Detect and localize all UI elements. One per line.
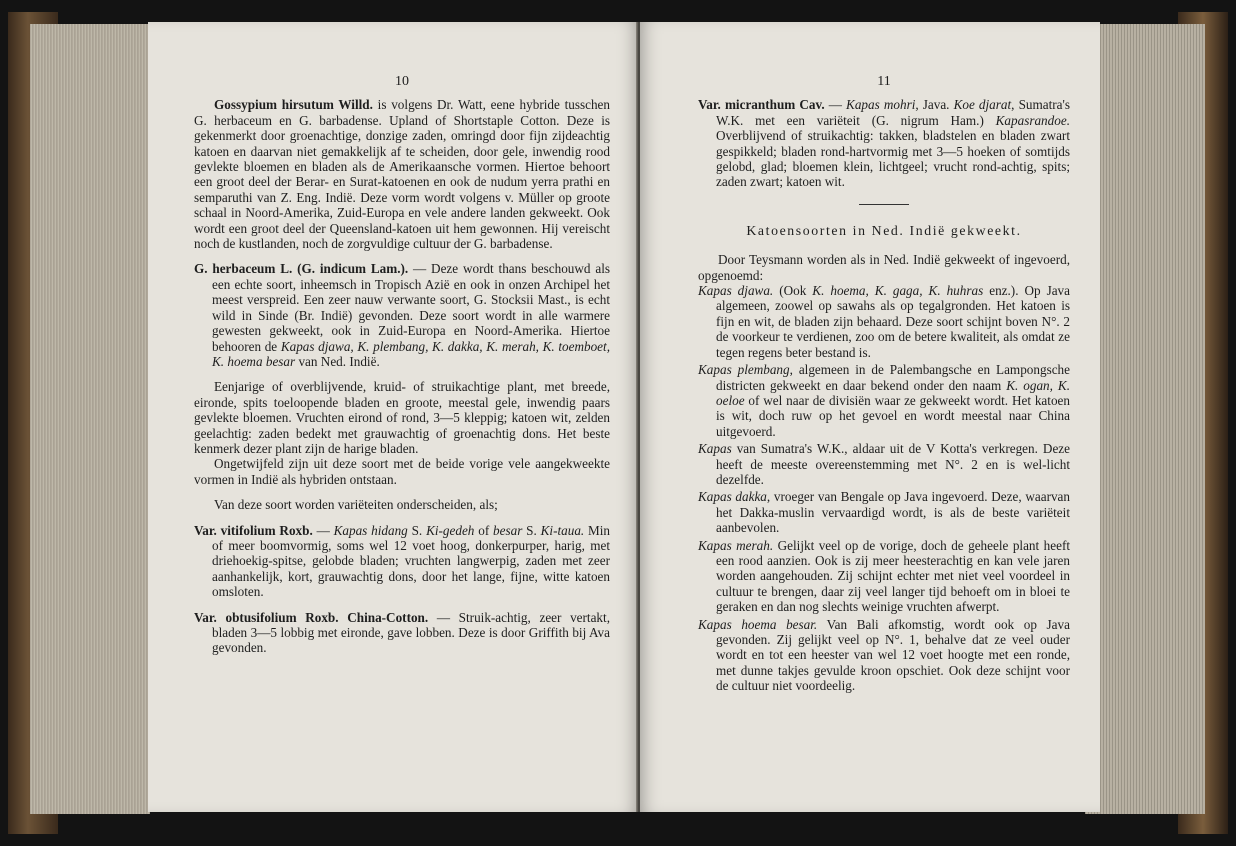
paragraph-hybrids: Ongetwijfeld zijn uit deze soort met de beide vorige vele aangekweekte vormen in Indië als hybriden ontstaan. — [194, 456, 610, 487]
entry-name: Kapas merah. — [698, 537, 774, 553]
entry-name: Kapas hoema besar. — [698, 616, 818, 632]
paragraph-text: — Deze wordt thans beschouwd als een echte soort, inheemsch in Tropisch Azië en ook in onzen Archipel het meest verspreid. Een zeer nauw verwante soort, G. Stocksii Mast., is echt wild in Sinde (Br. Indië) gevonden. Deze soort wordt in alle warmere gewesten gekweekt, ook in Zuid-Europa en Noord-Amerika. Hiertoe behooren de — [212, 261, 610, 354]
entry-name: Kapas — [698, 441, 732, 457]
local-names: Kapas hidang — [333, 522, 408, 538]
paragraph-micranthum — [698, 97, 1070, 189]
paragraph-text: , Sumatra's W.K. met een variëteit (G. nigrum Ham.) — [716, 97, 1071, 128]
entry-name: Kapas dakka — [698, 489, 767, 505]
paragraph-intro: Door Teysmann worden als in Ned. Indië gekweekt of ingevoerd, opgenoemd: — [698, 252, 1070, 283]
entry-kapas-merah — [698, 538, 1070, 615]
variety-heading: Var. obtusifolium Roxb. China-Cotton. — [194, 609, 429, 625]
paragraph-varieties-intro: Van deze soort worden variëteiten onderscheiden, als; — [214, 497, 498, 513]
paragraph-text: — — [824, 97, 847, 113]
paragraph-text: — Struik-achtig, zeer vertakt, bladen 3—5 lobbig met eironde, gave lobben. Deze is door Griffith bij Ava gevonden. — [212, 609, 610, 656]
paragraph-text: S. — [522, 522, 541, 538]
entry-text: , vroeger van Bengale op Java ingevoerd. Deze, waarvan het Dakka-muslin vervaardigd wordt, is als de beste variëteit aanbevolen. — [716, 489, 1070, 536]
page-number: 11 — [877, 74, 891, 89]
paragraph-gossypium-hirsutum — [194, 97, 610, 251]
paragraph-text: Overblijvend of struikachtig: takken, bladstelen en bladen zwart gespikkeld; bladen rond-hartvormig met 3—5 hoeken of somtijds gelobd, glad; bloemen klein, lichtgeel; vrucht rond-achtig, spits; zaden zwart; katoen wit. — [716, 128, 1070, 190]
entry-text: Van Bali afkomstig, wordt ook op Java gevonden. Zij gelijkt veel op N°. 1, behalve dat ze veel ouder wordt en tot een heester van wel 12 voet hoogte met een ronde, met dunne takjes gevulde kroon opschiet. Ook deze schijnt voor de cultuur niet voordeelig. — [716, 616, 1070, 694]
entry-kapas-sumatra — [698, 441, 1070, 487]
local-names: Koe djarat — [953, 97, 1012, 113]
species-heading: G. herbaceum L. (G. indicum Lam.). — [194, 261, 409, 277]
paragraph-text: S. — [407, 522, 427, 538]
variety-heading: Var. micranthum Cav. — [698, 97, 825, 113]
entry-text: , algemeen in de Palembangsche en Lampongsche districten gekweekt en daar bekend onder den naam — [716, 362, 1070, 393]
paragraph-text: of — [474, 522, 494, 538]
entry-kapas-djawa — [698, 283, 1070, 360]
entry-kapas-plembang — [698, 362, 1070, 439]
page-number: 10 — [395, 74, 409, 89]
paragraph-text: — — [312, 522, 334, 538]
entry-text: (Ook — [773, 283, 813, 299]
right-page-edges — [1085, 24, 1205, 814]
entry-kapas-dakka — [698, 489, 1070, 535]
paragraph-text: van Ned. Indië. — [295, 353, 380, 369]
paragraph-obtusifolium — [194, 610, 610, 656]
paragraph-herbaceum — [194, 261, 610, 369]
local-names: besar — [493, 522, 523, 538]
paragraph-text: , Java. — [915, 97, 954, 113]
paragraph-text: is volgens Dr. Watt, eene hybride tusschen G. herbaceum en G. barbadense. Upland of Shortstaple Cotton. Deze is gekenmerkt door groenachtige, donzige zaden, omringd door fijn zijdeachtig katoen en daarvan niet gemakkelijk af te scheiden, door gele, inwendig rood gevlekte bloemen en bladen als de Amerikaansche vormen. Hiertoe behoort een groot deel der Berar- en Surat-katoenen en ook de nudum yerra prathi en semparuthi van Z. Eng. Indië. Deze vorm wordt volgens v. Müller op groote schaal in Noord-Amerika, Zuid-Europa en vele andere landen gekweekt. Ook wordt een groot deel der Queensland-katoen uit hem gewonnen. Hij vereischt noch de kustlanden, noch de zorgvuldige cultuur der G. barbadense. — [194, 97, 610, 252]
left-page — [148, 22, 638, 812]
entry-kapas-hoema-besar — [698, 617, 1070, 694]
entry-text: van Sumatra's W.K., aldaar uit de V Kotta's verkregen. Deze heeft de meeste overeenstemming met N°. 2 en is wel-licht dezelfde. — [716, 441, 1070, 487]
entry-text: Gelijkt veel op de vorige, doch de geheele plant heeft een rood aanzien. Ook is zij meer heesterachtig en kan vele jaren worden aangehouden. Zij schijnt echter met niet veel voordeel in cultuur te brengen, daar zij veel langer tijd behoeft om in bloei te geraken en dan nog slechts weinige vruchten afwerpt. — [716, 537, 1070, 615]
entry-text: of wel naar de divisiën waar ze gekweekt wordt. Het katoen is wit, doch ruw op het gevoel en wordt meestal naar China uitgevoerd. — [716, 392, 1070, 439]
local-names: Kapasrandoe. — [995, 112, 1070, 128]
right-page — [640, 22, 1100, 812]
local-names: Ki-taua. — [540, 522, 585, 538]
paragraph-vitifolium — [194, 523, 610, 600]
paragraph-text: Min of meer boomvormig, soms wel 12 voet hoog, donkerpurper, harig, met driehoekig-spitse, gelobde bladen; vruchten langwerpig, zaden met zeer aanhankelijk, kort, grauwachtig dons, door het lange, fijne, witte katoen omsloten. — [212, 522, 611, 600]
left-page-edges — [30, 24, 150, 814]
local-names: K. hoema, K. gaga, K. huhras — [812, 283, 984, 299]
section-title: Katoensoorten in Ned. Indië gekweekt. — [746, 222, 1022, 238]
paragraph-description: Eenjarige of overblijvende, kruid- of struikachtige plant, met breede, eironde, spits toeloopende bladen en groote, meestal gele, inwendig paars gevlekte bloemen. Vruchten eirond of rond, 3—5 kleppig; katoen wit, zelden geelachtig: zaden bedekt met grauwachtig of groenachtig dons. Het beste kenmerk dezer plant zijn de harige bladen. — [194, 379, 610, 456]
species-heading: Gossypium hirsutum Willd. — [214, 97, 373, 113]
entry-text: enz.). Op Java algemeen, zoowel op sawahs als op tegalgronden. Het katoen is fijn en wit, de bladen zijn behaard. Deze soort schijnt boven N°. 2 de voorkeur te verdienen, zoo om de betere kwaliteit, als omdat ze tegen regens beter bestand is. — [716, 283, 1071, 360]
local-names: Kapas mohri — [846, 97, 916, 113]
section-divider — [859, 204, 909, 205]
local-names: K. ogan, K. oeloe — [716, 377, 1070, 408]
entry-name: Kapas djawa. — [698, 283, 774, 299]
entry-name: Kapas plembang — [698, 362, 790, 378]
local-names: Kapas djawa, K. plembang, K. dakka, K. merah, K. toemboet, K. hoema besar — [212, 338, 610, 369]
variety-heading: Var. vitifolium Roxb. — [194, 522, 313, 538]
local-names: Ki-gedeh — [426, 522, 475, 538]
